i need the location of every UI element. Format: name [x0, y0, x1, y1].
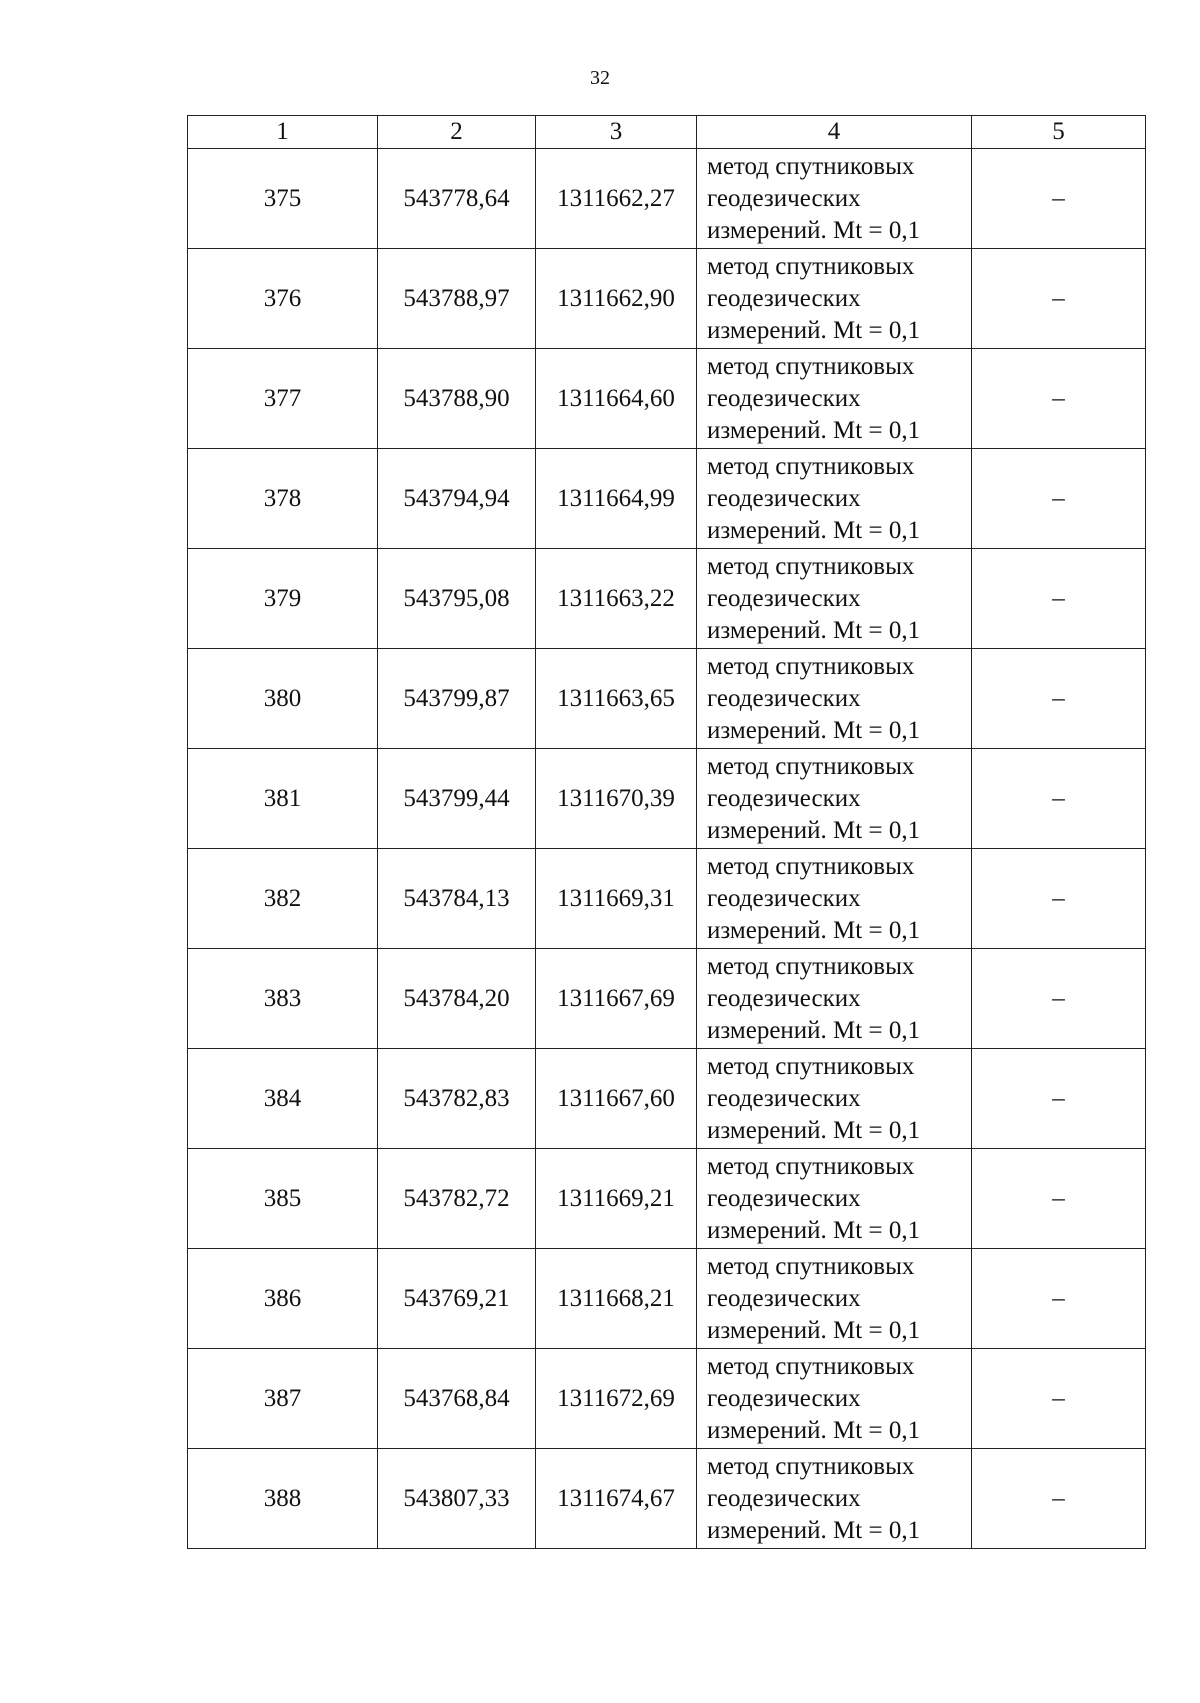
note-dash: – — [972, 749, 1146, 849]
point-number: 385 — [188, 1149, 378, 1249]
coordinate-x: 543784,13 — [378, 849, 536, 949]
method-line: измерений. Mt = 0,1 — [707, 416, 921, 444]
coordinate-y: 1311667,60 — [536, 1049, 697, 1149]
method-line: метод спутниковых — [707, 952, 915, 980]
page-number: 32 — [590, 67, 610, 89]
table-row — [188, 1249, 1146, 1349]
method-line: метод спутниковых — [707, 1452, 915, 1480]
coordinate-y: 1311662,90 — [536, 249, 697, 349]
method-line: измерений. Mt = 0,1 — [707, 1116, 921, 1144]
method-description — [697, 249, 972, 349]
note-dash: – — [972, 549, 1146, 649]
point-number: 378 — [188, 449, 378, 549]
point-number: 375 — [188, 149, 378, 249]
method-description — [697, 1049, 972, 1149]
method-line: геодезических — [707, 284, 861, 312]
note-dash: – — [972, 1049, 1146, 1149]
method-line: геодезических — [707, 384, 861, 412]
coordinate-x: 543784,20 — [378, 949, 536, 1049]
method-line: геодезических — [707, 884, 861, 912]
column-header-2: 2 — [378, 116, 536, 149]
coordinate-x: 543782,83 — [378, 1049, 536, 1149]
method-line: метод спутниковых — [707, 152, 915, 180]
point-number: 388 — [188, 1449, 378, 1549]
method-line: измерений. Mt = 0,1 — [707, 1016, 921, 1044]
column-header-4: 4 — [697, 116, 972, 149]
table-row — [188, 1149, 1146, 1249]
table-row — [188, 749, 1146, 849]
note-dash: – — [972, 1249, 1146, 1349]
method-line: метод спутниковых — [707, 652, 915, 680]
coordinate-x: 543807,33 — [378, 1449, 536, 1549]
coordinate-x: 543788,97 — [378, 249, 536, 349]
method-line: метод спутниковых — [707, 1252, 915, 1280]
table-row — [188, 149, 1146, 249]
coordinate-y: 1311663,22 — [536, 549, 697, 649]
note-dash: – — [972, 149, 1146, 249]
method-line: измерений. Mt = 0,1 — [707, 516, 921, 544]
point-number: 386 — [188, 1249, 378, 1349]
column-header-3: 3 — [536, 116, 697, 149]
method-line: метод спутниковых — [707, 1052, 915, 1080]
note-dash: – — [972, 1349, 1146, 1449]
coordinate-x: 543778,64 — [378, 149, 536, 249]
coordinate-x: 543788,90 — [378, 349, 536, 449]
point-number: 387 — [188, 1349, 378, 1449]
method-line: геодезических — [707, 784, 861, 812]
method-line: измерений. Mt = 0,1 — [707, 1216, 921, 1244]
method-line: метод спутниковых — [707, 452, 915, 480]
method-line: геодезических — [707, 484, 861, 512]
point-number: 382 — [188, 849, 378, 949]
method-line: метод спутниковых — [707, 1152, 915, 1180]
point-number: 380 — [188, 649, 378, 749]
method-description — [697, 1149, 972, 1249]
table-row — [188, 449, 1146, 549]
method-description — [697, 349, 972, 449]
table-header-row — [188, 116, 1146, 149]
coordinate-y: 1311664,60 — [536, 349, 697, 449]
method-line: геодезических — [707, 1284, 861, 1312]
column-header-1: 1 — [188, 116, 378, 149]
coordinate-x: 543799,87 — [378, 649, 536, 749]
coordinate-x: 543768,84 — [378, 1349, 536, 1449]
method-description — [697, 1449, 972, 1549]
coordinate-y: 1311672,69 — [536, 1349, 697, 1449]
method-line: геодезических — [707, 1084, 861, 1112]
column-header-5: 5 — [972, 116, 1146, 149]
point-number: 383 — [188, 949, 378, 1049]
note-dash: – — [972, 1149, 1146, 1249]
method-line: метод спутниковых — [707, 552, 915, 580]
point-number: 381 — [188, 749, 378, 849]
method-line: измерений. Mt = 0,1 — [707, 816, 921, 844]
method-line: метод спутниковых — [707, 1352, 915, 1380]
note-dash: – — [972, 249, 1146, 349]
method-description — [697, 849, 972, 949]
method-line: метод спутниковых — [707, 252, 915, 280]
table-row — [188, 1449, 1146, 1549]
method-line: измерений. Mt = 0,1 — [707, 716, 921, 744]
method-line: геодезических — [707, 984, 861, 1012]
coordinate-y: 1311663,65 — [536, 649, 697, 749]
coordinates-table — [187, 115, 1146, 1549]
coordinate-x: 543794,94 — [378, 449, 536, 549]
method-line: геодезических — [707, 1184, 861, 1212]
coordinate-y: 1311667,69 — [536, 949, 697, 1049]
table-row — [188, 849, 1146, 949]
note-dash: – — [972, 849, 1146, 949]
coordinate-y: 1311668,21 — [536, 1249, 697, 1349]
table-row — [188, 1049, 1146, 1149]
note-dash: – — [972, 949, 1146, 1049]
method-description — [697, 449, 972, 549]
table-row — [188, 249, 1146, 349]
method-line: измерений. Mt = 0,1 — [707, 1416, 921, 1444]
method-description — [697, 949, 972, 1049]
table-row — [188, 949, 1146, 1049]
table-row — [188, 649, 1146, 749]
method-description — [697, 1349, 972, 1449]
method-description — [697, 549, 972, 649]
method-description — [697, 749, 972, 849]
table-body — [188, 149, 1146, 1549]
coordinate-x: 543782,72 — [378, 1149, 536, 1249]
method-line: измерений. Mt = 0,1 — [707, 1516, 921, 1544]
method-line: геодезических — [707, 184, 861, 212]
point-number: 376 — [188, 249, 378, 349]
method-line: измерений. Mt = 0,1 — [707, 216, 921, 244]
method-line: метод спутниковых — [707, 352, 915, 380]
point-number: 379 — [188, 549, 378, 649]
method-line: геодезических — [707, 584, 861, 612]
coordinate-y: 1311674,67 — [536, 1449, 697, 1549]
coordinate-y: 1311662,27 — [536, 149, 697, 249]
table-row — [188, 349, 1146, 449]
point-number: 377 — [188, 349, 378, 449]
table-row — [188, 549, 1146, 649]
table-row — [188, 1349, 1146, 1449]
method-line: измерений. Mt = 0,1 — [707, 1316, 921, 1344]
method-line: метод спутниковых — [707, 752, 915, 780]
note-dash: – — [972, 449, 1146, 549]
coordinate-x: 543799,44 — [378, 749, 536, 849]
note-dash: – — [972, 1449, 1146, 1549]
method-line: измерений. Mt = 0,1 — [707, 316, 921, 344]
method-line: геодезических — [707, 1484, 861, 1512]
method-line: метод спутниковых — [707, 852, 915, 880]
coordinate-y: 1311669,31 — [536, 849, 697, 949]
method-line: измерений. Mt = 0,1 — [707, 916, 921, 944]
method-line: измерений. Mt = 0,1 — [707, 616, 921, 644]
method-line: геодезических — [707, 684, 861, 712]
method-description — [697, 1249, 972, 1349]
coordinate-y: 1311669,21 — [536, 1149, 697, 1249]
coordinate-y: 1311664,99 — [536, 449, 697, 549]
method-description — [697, 649, 972, 749]
method-description — [697, 149, 972, 249]
note-dash: – — [972, 349, 1146, 449]
coordinate-y: 1311670,39 — [536, 749, 697, 849]
point-number: 384 — [188, 1049, 378, 1149]
coordinate-x: 543769,21 — [378, 1249, 536, 1349]
method-line: геодезических — [707, 1384, 861, 1412]
coordinate-x: 543795,08 — [378, 549, 536, 649]
note-dash: – — [972, 649, 1146, 749]
